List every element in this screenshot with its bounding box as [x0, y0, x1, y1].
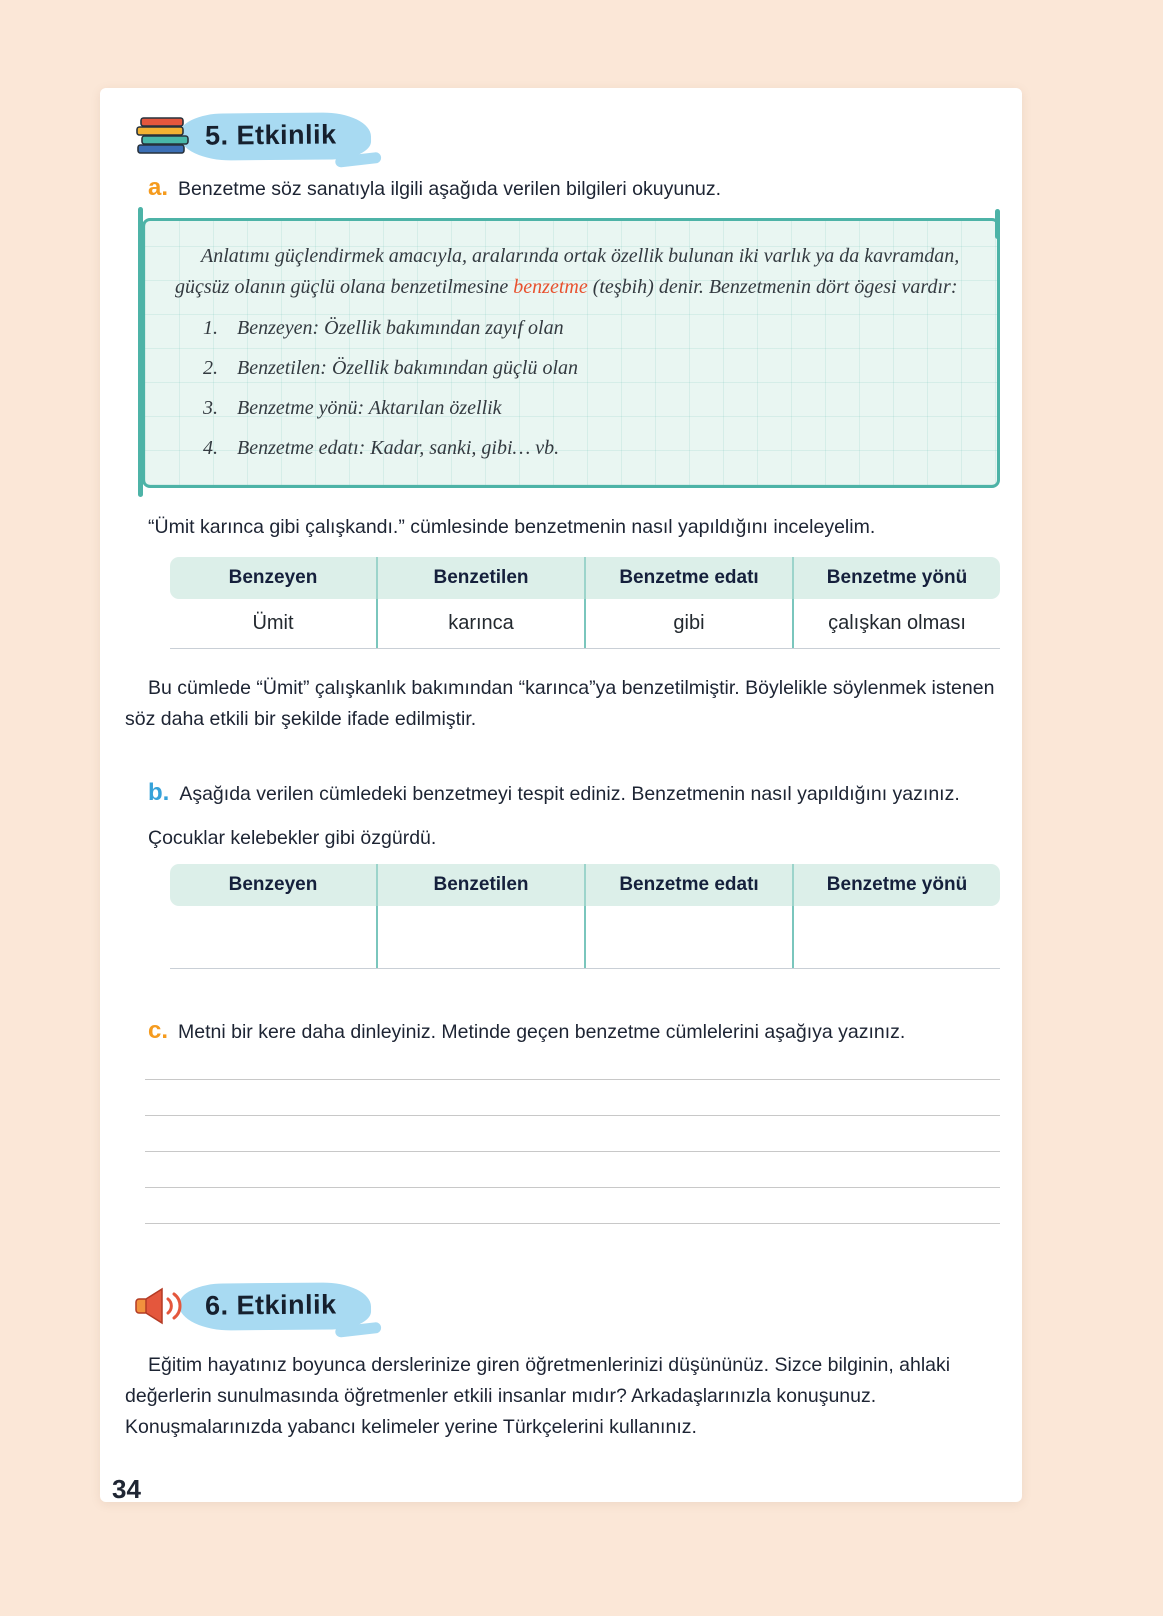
speaker-icon [133, 1285, 191, 1327]
infobox-item-4-text: Benzetme edatı: Kadar, sanki, gibi… vb. [237, 437, 560, 459]
table2-answer-benzetme-edati [584, 906, 792, 968]
infobox-item-2 [203, 354, 967, 383]
sentence-b: Çocuklar kelebekler gibi özgürdü. [148, 827, 437, 849]
table2-answer-row [170, 906, 1000, 969]
activity6-title: 6. Etkinlik [204, 1288, 337, 1321]
answer-line [145, 1115, 1000, 1116]
table1-header-benzetilen: Benzetilen [376, 557, 584, 599]
content-card [100, 88, 1022, 1502]
activity5-title: 5. Etkinlik [204, 118, 337, 151]
answer-line [145, 1079, 1000, 1080]
table1-header-benzetme-edati: Benzetme edatı [584, 557, 792, 599]
item-c [148, 1017, 1000, 1047]
infobox-item-4 [203, 434, 967, 463]
answer-lines [145, 1079, 1000, 1224]
infobox-item-2-text: Benzetilen: Özellik bakımından güçlü olan [237, 357, 579, 379]
table1-header-row [170, 557, 1000, 599]
table2-answer-benzetilen [376, 906, 584, 968]
infobox-item-1 [203, 314, 967, 343]
table1-data-row [170, 599, 1000, 649]
infobox-item-2-number: 2. [203, 357, 218, 379]
item-b-text: Aşağıda verilen cümledeki benzetmeyi tespit ediniz. Benzetmenin nasıl yapıldığını yazınız. [179, 783, 960, 805]
activity5-header [133, 112, 1000, 160]
item-a-text: Benzetme söz sanatıyla ilgili aşağıda verilen bilgileri okuyunuz. [178, 178, 722, 200]
infobox-intro-end: (teşbih) denir. Benzetmenin dört ögesi vardır: [592, 276, 958, 298]
benzetme-table-filled [170, 557, 1000, 649]
item-a [148, 174, 1000, 204]
infobox-intro-start: Anlatımı güçlendirmek amacıyla, aralarında ortak özellik bulunan iki varlık ya da kavramdan, güçsüz olanın güçlü olana benzetilmesine [175, 245, 960, 298]
activity6-paragraph: Eğitim hayatınız boyunca derslerinize giren öğretmenlerinizi düşününüz. Sizce bilginin, ahlaki değerlerin sunulmasında öğretmenler etkili insanlar mıdır? Arkadaşlarınızla konuşunuz. Konuşmalarınızda yabancı kelimeler yerine Türkçelerini kullanınız. [125, 1354, 951, 1438]
table2-answer-benzeyen [170, 906, 376, 968]
table1-cell-benzeyen: Ümit [252, 612, 294, 634]
table2-header-benzeyen: Benzeyen [228, 874, 318, 895]
infobox-item-3 [203, 394, 967, 423]
infobox-item-4-number: 4. [203, 437, 218, 459]
books-icon [133, 116, 191, 156]
table2-header-benzetilen: Benzetilen [376, 864, 584, 906]
table1-header-benzeyen: Benzeyen [228, 567, 318, 588]
table1-cell-benzetme-edati: gibi [584, 599, 792, 648]
infobox-item-3-number: 3. [203, 397, 218, 419]
activity6-title-blob [179, 1282, 371, 1331]
answer-line [145, 1151, 1000, 1152]
benzetme-infobox [142, 218, 1000, 488]
infobox-item-1-text: Benzeyen: Özellik bakımından zayıf olan [237, 317, 564, 339]
table1-cell-benzetme-yonu: çalışkan olması [792, 599, 1000, 648]
table2-header-benzetme-yonu: Benzetme yönü [792, 864, 1000, 906]
answer-line [145, 1187, 1000, 1188]
table2-answer-benzetme-yonu [792, 906, 1000, 968]
content-area [100, 88, 1022, 1443]
activity6-header [133, 1282, 1000, 1330]
table2-header-row [170, 864, 1000, 906]
table1-cell-benzetilen: karınca [376, 599, 584, 648]
item-b-label: b. [148, 779, 170, 806]
infobox-intro [175, 241, 967, 303]
activity5-title-blob [179, 112, 371, 161]
item-c-text: Metni bir kere daha dinleyiniz. Metinde geçen benzetme cümlelerini aşağıya yazınız. [178, 1021, 906, 1043]
page-number: 34 [112, 1474, 141, 1504]
explanation-paragraph: Bu cümlede “Ümit” çalışkanlık bakımından “karınca”ya benzetilmiştir. Böylelikle söylenmek istenen söz daha etkili bir şekilde ifade edilmiştir. [125, 677, 995, 730]
table2-header-benzetme-edati: Benzetme edatı [584, 864, 792, 906]
infobox-highlight-word: benzetme [513, 276, 588, 298]
infobox-item-1-number: 1. [203, 317, 218, 339]
item-a-label: a. [148, 174, 169, 201]
table1-header-benzetme-yonu: Benzetme yönü [792, 557, 1000, 599]
benzetme-table-empty [170, 864, 1000, 969]
answer-line [145, 1223, 1000, 1224]
item-b [148, 779, 1000, 809]
infobox-item-3-text: Benzetme yönü: Aktarılan özellik [237, 397, 502, 419]
item-c-label: c. [148, 1017, 169, 1044]
example-intro: “Ümit karınca gibi çalışkandı.” cümlesinde benzetmenin nasıl yapıldığını inceleyelim. [148, 516, 876, 538]
